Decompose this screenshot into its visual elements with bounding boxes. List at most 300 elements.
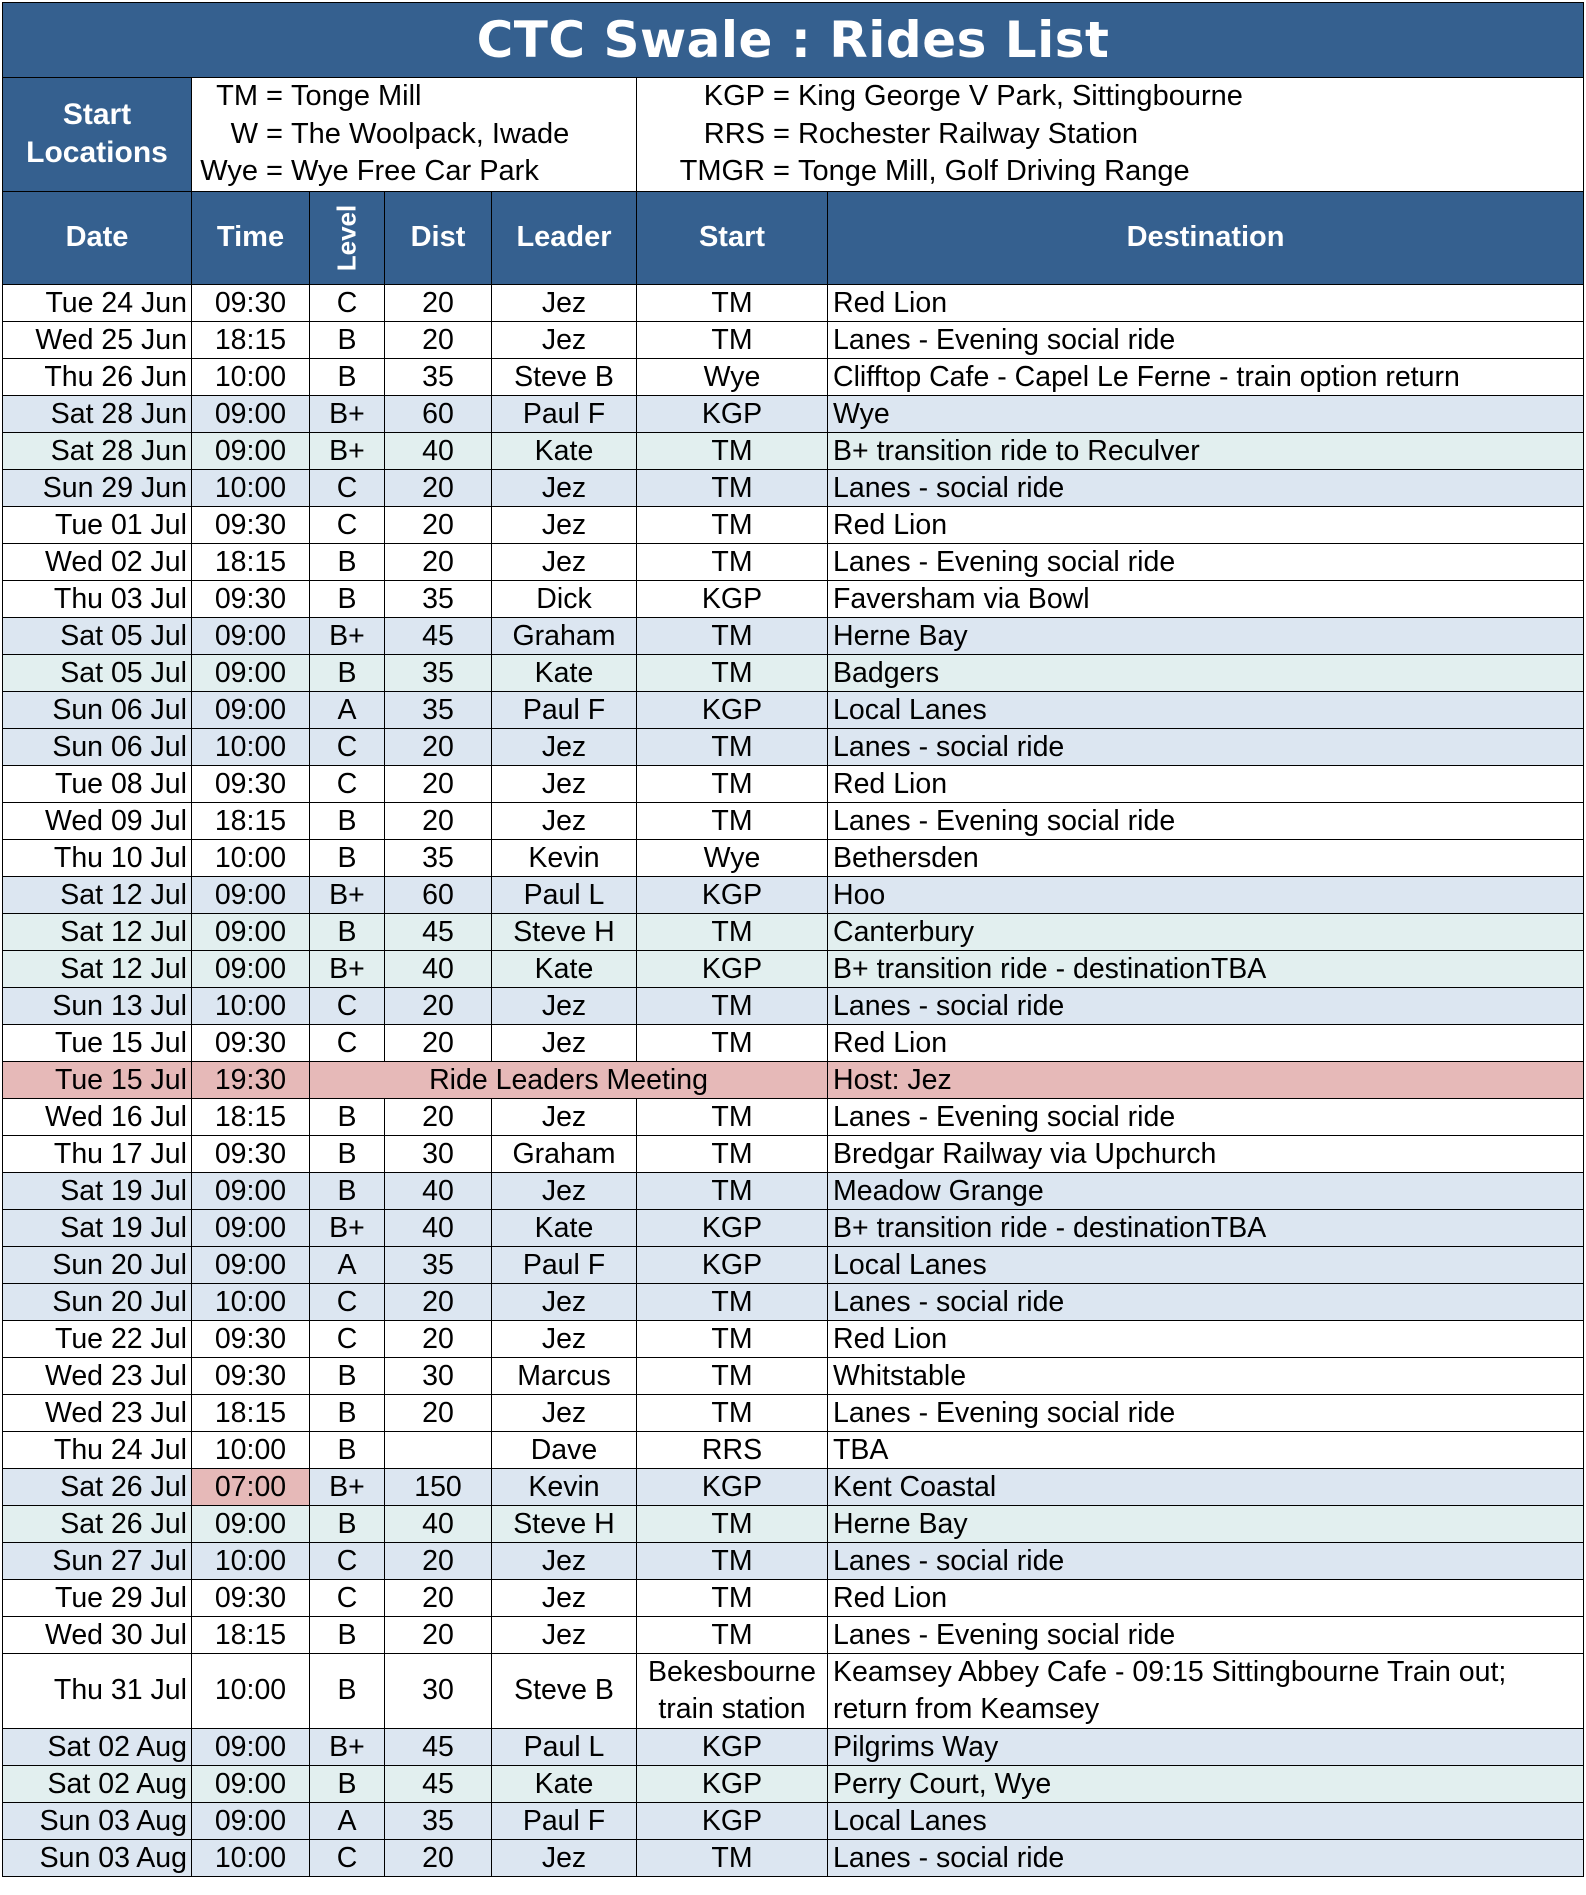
ride-time: 19:30 xyxy=(192,1061,310,1098)
ride-date: Sat 12 Jul xyxy=(3,876,192,913)
ride-leader: Jez xyxy=(492,1320,637,1357)
ride-time: 10:00 xyxy=(192,1839,310,1876)
ride-level: B+ xyxy=(310,432,385,469)
ride-leader: Jez xyxy=(492,543,637,580)
ride-time: 10:00 xyxy=(192,728,310,765)
ride-time: 10:00 xyxy=(192,1542,310,1579)
ride-destination: Hoo xyxy=(828,876,1584,913)
ride-row xyxy=(3,1394,1584,1431)
ride-row xyxy=(3,913,1584,950)
ride-time: 09:00 xyxy=(192,1246,310,1283)
ride-leader: Dick xyxy=(492,580,637,617)
ride-distance: 30 xyxy=(385,1135,492,1172)
start-location-name: Tonge Mill xyxy=(290,80,422,112)
ride-level: B xyxy=(310,1616,385,1653)
ride-destination: TBA xyxy=(828,1431,1584,1468)
ride-leader: Marcus xyxy=(492,1357,637,1394)
ride-distance: 20 xyxy=(385,321,492,358)
start-location-code: TM xyxy=(216,80,258,112)
ride-date: Sun 20 Jul xyxy=(3,1246,192,1283)
ride-leader: Jez xyxy=(492,1579,637,1616)
ride-leader: Steve H xyxy=(492,1505,637,1542)
ride-destination: Badgers xyxy=(828,654,1584,691)
ride-leader: Graham xyxy=(492,617,637,654)
ride-start: KGP xyxy=(637,1209,828,1246)
ride-date: Tue 29 Jul xyxy=(3,1579,192,1616)
col-header-start: Start xyxy=(637,191,828,284)
ride-level: B xyxy=(310,839,385,876)
ride-start: TM xyxy=(637,802,828,839)
ride-leader: Steve H xyxy=(492,913,637,950)
ride-leader: Jez xyxy=(492,1098,637,1135)
ride-distance: 20 xyxy=(385,1579,492,1616)
start-location-entry xyxy=(645,78,1583,116)
ride-level: B xyxy=(310,1135,385,1172)
ride-time: 09:00 xyxy=(192,1765,310,1802)
ride-time: 09:00 xyxy=(192,1209,310,1246)
ride-time: 09:30 xyxy=(192,580,310,617)
start-location-entry xyxy=(645,153,1583,191)
ride-distance: 20 xyxy=(385,1542,492,1579)
ride-row xyxy=(3,1172,1584,1209)
ride-date: Tue 15 Jul xyxy=(3,1061,192,1098)
ride-row xyxy=(3,358,1584,395)
ride-leader: Graham xyxy=(492,1135,637,1172)
ride-date: Sun 06 Jul xyxy=(3,691,192,728)
ride-date: Sat 19 Jul xyxy=(3,1209,192,1246)
ride-level: B xyxy=(310,1431,385,1468)
ride-start: KGP xyxy=(637,876,828,913)
ride-time: 10:00 xyxy=(192,469,310,506)
ride-level: B xyxy=(310,1505,385,1542)
ride-leader: Jez xyxy=(492,728,637,765)
ride-start: KGP xyxy=(637,1246,828,1283)
ride-date: Wed 23 Jul xyxy=(3,1357,192,1394)
ride-date: Sat 12 Jul xyxy=(3,950,192,987)
ride-time: 09:30 xyxy=(192,1357,310,1394)
ride-time: 09:00 xyxy=(192,654,310,691)
ride-destination: Lanes - social ride xyxy=(828,728,1584,765)
ride-date: Thu 26 Jun xyxy=(3,358,192,395)
ride-date: Sat 12 Jul xyxy=(3,913,192,950)
start-location-code: Wye xyxy=(200,155,258,187)
start-locations-right xyxy=(637,78,1584,192)
ride-start: TM xyxy=(637,1320,828,1357)
ride-date: Sun 13 Jul xyxy=(3,987,192,1024)
ride-date: Sat 02 Aug xyxy=(3,1728,192,1765)
ride-level: C xyxy=(310,1320,385,1357)
start-location-code: KGP xyxy=(703,80,765,112)
ride-leader: Kevin xyxy=(492,1468,637,1505)
ride-leader: Jez xyxy=(492,987,637,1024)
ride-distance: 20 xyxy=(385,1283,492,1320)
ride-destination: Bredgar Railway via Upchurch xyxy=(828,1135,1584,1172)
ride-destination: Red Lion xyxy=(828,506,1584,543)
ride-row xyxy=(3,543,1584,580)
start-location-entry xyxy=(200,153,636,191)
ride-row xyxy=(3,1542,1584,1579)
ride-leader: Jez xyxy=(492,802,637,839)
ride-distance: 35 xyxy=(385,358,492,395)
ride-distance: 35 xyxy=(385,1802,492,1839)
start-location-name: King George V Park, Sittingbourne xyxy=(797,80,1243,112)
ride-time: 09:30 xyxy=(192,765,310,802)
ride-distance: 60 xyxy=(385,395,492,432)
start-location-entry xyxy=(200,116,636,154)
equals-sign: = xyxy=(266,80,283,112)
ride-level: C xyxy=(310,987,385,1024)
ride-row xyxy=(3,950,1584,987)
ride-leader: Jez xyxy=(492,1839,637,1876)
ride-date: Wed 09 Jul xyxy=(3,802,192,839)
ride-row xyxy=(3,728,1584,765)
ride-leader: Kate xyxy=(492,654,637,691)
ride-date: Wed 30 Jul xyxy=(3,1616,192,1653)
ride-start: KGP xyxy=(637,691,828,728)
ride-distance: 35 xyxy=(385,580,492,617)
ride-start: TM xyxy=(637,469,828,506)
ride-row xyxy=(3,1024,1584,1061)
ride-level: C xyxy=(310,469,385,506)
equals-sign: = xyxy=(266,117,283,150)
ride-destination: Pilgrims Way xyxy=(828,1728,1584,1765)
ride-start: TM xyxy=(637,1542,828,1579)
ride-level: B xyxy=(310,321,385,358)
ride-time: 09:00 xyxy=(192,395,310,432)
ride-leader: Jez xyxy=(492,284,637,321)
ride-destination: Lanes - social ride xyxy=(828,987,1584,1024)
ride-leader: Jez xyxy=(492,469,637,506)
ride-distance: 20 xyxy=(385,728,492,765)
ride-level: B xyxy=(310,1394,385,1431)
ride-row xyxy=(3,691,1584,728)
ride-start: RRS xyxy=(637,1431,828,1468)
ride-distance: 20 xyxy=(385,1839,492,1876)
start-location-entry xyxy=(645,116,1583,154)
equals-sign: = xyxy=(773,117,790,150)
ride-date: Sun 06 Jul xyxy=(3,728,192,765)
equals-sign: = xyxy=(266,155,283,187)
ride-time: 09:00 xyxy=(192,1728,310,1765)
ride-level: C xyxy=(310,284,385,321)
ride-time: 18:15 xyxy=(192,1098,310,1135)
ride-leader: Jez xyxy=(492,1542,637,1579)
ride-level: B xyxy=(310,580,385,617)
ride-row xyxy=(3,1802,1584,1839)
ride-destination: Herne Bay xyxy=(828,617,1584,654)
ride-distance: 35 xyxy=(385,654,492,691)
ride-time: 18:15 xyxy=(192,1616,310,1653)
start-locations-row xyxy=(3,78,1584,192)
ride-destination: Local Lanes xyxy=(828,1246,1584,1283)
ride-distance: 45 xyxy=(385,913,492,950)
ride-date: Thu 31 Jul xyxy=(3,1653,192,1728)
ride-leader: Jez xyxy=(492,1172,637,1209)
ride-start: KGP xyxy=(637,1468,828,1505)
ride-level: B xyxy=(310,802,385,839)
ride-start: TM xyxy=(637,1357,828,1394)
ride-date: Sat 28 Jun xyxy=(3,432,192,469)
ride-start: TM xyxy=(637,1616,828,1653)
ride-distance: 40 xyxy=(385,1172,492,1209)
ride-destination: Lanes - social ride xyxy=(828,1839,1584,1876)
ride-distance: 40 xyxy=(385,1209,492,1246)
ride-row xyxy=(3,654,1584,691)
ride-destination: Lanes - social ride xyxy=(828,1283,1584,1320)
ride-destination: Lanes - Evening social ride xyxy=(828,543,1584,580)
ride-row xyxy=(3,1765,1584,1802)
ride-start: Wye xyxy=(637,839,828,876)
ride-leader: Kate xyxy=(492,1209,637,1246)
ride-distance: 40 xyxy=(385,950,492,987)
ride-distance: 35 xyxy=(385,1246,492,1283)
start-locations-left xyxy=(192,78,637,192)
ride-destination: Wye xyxy=(828,395,1584,432)
ride-start: TM xyxy=(637,1579,828,1616)
ride-time: 09:00 xyxy=(192,1505,310,1542)
ride-level: C xyxy=(310,728,385,765)
ride-start: TM xyxy=(637,765,828,802)
ride-date: Sat 19 Jul xyxy=(3,1172,192,1209)
ride-time: 09:00 xyxy=(192,876,310,913)
ride-row xyxy=(3,1728,1584,1765)
ride-level: B+ xyxy=(310,1209,385,1246)
ride-distance xyxy=(385,1431,492,1468)
ride-time: 07:00 xyxy=(192,1468,310,1505)
ride-time: 10:00 xyxy=(192,839,310,876)
ride-leader: Paul F xyxy=(492,1802,637,1839)
ride-destination: Lanes - social ride xyxy=(828,469,1584,506)
ride-level: A xyxy=(310,1246,385,1283)
ride-distance: 150 xyxy=(385,1468,492,1505)
start-location-entry xyxy=(200,78,636,116)
ride-time: 10:00 xyxy=(192,1431,310,1468)
ride-distance: 20 xyxy=(385,1098,492,1135)
ride-start: TM xyxy=(637,654,828,691)
ride-level: B xyxy=(310,1172,385,1209)
ride-date: Tue 24 Jun xyxy=(3,284,192,321)
ride-row xyxy=(3,580,1584,617)
ride-start: TM xyxy=(637,1839,828,1876)
ride-level: B+ xyxy=(310,617,385,654)
ride-distance: 45 xyxy=(385,1728,492,1765)
ride-leader: Paul L xyxy=(492,1728,637,1765)
ride-start: TM xyxy=(637,1394,828,1431)
ride-destination: Lanes - social ride xyxy=(828,1542,1584,1579)
ride-start: TM xyxy=(637,913,828,950)
ride-level: B xyxy=(310,1765,385,1802)
ride-start: TM xyxy=(637,284,828,321)
ride-start: KGP xyxy=(637,1802,828,1839)
ride-row xyxy=(3,1135,1584,1172)
ride-distance: 45 xyxy=(385,1765,492,1802)
start-location-name: Wye Free Car Park xyxy=(290,155,539,187)
ride-row xyxy=(3,1579,1584,1616)
ride-level: C xyxy=(310,1579,385,1616)
ride-destination: Lanes - Evening social ride xyxy=(828,321,1584,358)
ride-time: 09:30 xyxy=(192,284,310,321)
ride-start: TM xyxy=(637,506,828,543)
ride-distance: 20 xyxy=(385,469,492,506)
ride-start: KGP xyxy=(637,950,828,987)
ride-leader: Kate xyxy=(492,1765,637,1802)
ride-level: C xyxy=(310,1024,385,1061)
ride-level: B+ xyxy=(310,395,385,432)
ride-row xyxy=(3,1283,1584,1320)
ride-row xyxy=(3,1653,1584,1728)
ride-time: 18:15 xyxy=(192,802,310,839)
ride-distance: 45 xyxy=(385,617,492,654)
ride-row xyxy=(3,321,1584,358)
rides-sheet xyxy=(2,2,1583,1877)
ride-start: TM xyxy=(637,543,828,580)
ride-level: A xyxy=(310,1802,385,1839)
ride-destination: Red Lion xyxy=(828,765,1584,802)
ride-time: 18:15 xyxy=(192,543,310,580)
ride-start: TM xyxy=(637,1172,828,1209)
ride-level: C xyxy=(310,765,385,802)
ride-start: TM xyxy=(637,1505,828,1542)
ride-row xyxy=(3,1839,1584,1876)
ride-distance: 20 xyxy=(385,1394,492,1431)
ride-start: TM xyxy=(637,432,828,469)
ride-distance: 20 xyxy=(385,1024,492,1061)
ride-destination: Red Lion xyxy=(828,1024,1584,1061)
ride-date: Sun 03 Aug xyxy=(3,1802,192,1839)
col-header-date: Date xyxy=(3,191,192,284)
ride-date: Thu 17 Jul xyxy=(3,1135,192,1172)
ride-time: 09:30 xyxy=(192,506,310,543)
ride-level: B+ xyxy=(310,1728,385,1765)
ride-row xyxy=(3,765,1584,802)
ride-distance: 20 xyxy=(385,802,492,839)
ride-distance: 20 xyxy=(385,506,492,543)
ride-time: 09:00 xyxy=(192,432,310,469)
rides-table xyxy=(2,2,1584,1877)
ride-row xyxy=(3,1246,1584,1283)
ride-start: Bekesbourne train station xyxy=(637,1653,828,1728)
ride-row xyxy=(3,987,1584,1024)
ride-level: B xyxy=(310,1357,385,1394)
ride-row xyxy=(3,395,1584,432)
ride-row xyxy=(3,1357,1584,1394)
ride-destination: Kent Coastal xyxy=(828,1468,1584,1505)
ride-leader: Jez xyxy=(492,1616,637,1653)
ride-distance: 30 xyxy=(385,1653,492,1728)
ride-start: TM xyxy=(637,1135,828,1172)
ride-leader: Paul F xyxy=(492,1246,637,1283)
ride-row xyxy=(3,1098,1584,1135)
start-location-code: TMGR xyxy=(679,155,765,187)
start-location-name: Tonge Mill, Golf Driving Range xyxy=(797,155,1190,187)
ride-time: 09:30 xyxy=(192,1320,310,1357)
ride-date: Tue 08 Jul xyxy=(3,765,192,802)
ride-time: 09:00 xyxy=(192,913,310,950)
ride-row xyxy=(3,1616,1584,1653)
equals-sign: = xyxy=(773,80,790,112)
ride-date: Thu 24 Jul xyxy=(3,1431,192,1468)
meeting-label: Ride Leaders Meeting xyxy=(310,1061,828,1098)
ride-destination: Perry Court, Wye xyxy=(828,1765,1584,1802)
ride-distance: 20 xyxy=(385,1616,492,1653)
ride-row xyxy=(3,802,1584,839)
ride-date: Sat 28 Jun xyxy=(3,395,192,432)
ride-leader: Steve B xyxy=(492,358,637,395)
ride-level: C xyxy=(310,1283,385,1320)
ride-level: C xyxy=(310,1542,385,1579)
ride-distance: 40 xyxy=(385,432,492,469)
ride-leader: Jez xyxy=(492,765,637,802)
ride-level: B+ xyxy=(310,950,385,987)
ride-distance: 20 xyxy=(385,765,492,802)
col-header-level-label: Level xyxy=(331,204,362,271)
ride-row xyxy=(3,617,1584,654)
ride-time: 10:00 xyxy=(192,358,310,395)
ride-destination: Lanes - Evening social ride xyxy=(828,802,1584,839)
ride-start: KGP xyxy=(637,395,828,432)
ride-row xyxy=(3,506,1584,543)
ride-destination: Red Lion xyxy=(828,1579,1584,1616)
ride-destination: B+ transition ride to Reculver xyxy=(828,432,1584,469)
ride-time: 09:30 xyxy=(192,1135,310,1172)
ride-row xyxy=(3,1468,1584,1505)
ride-destination: Clifftop Cafe - Capel Le Ferne - train option return xyxy=(828,358,1584,395)
ride-row xyxy=(3,284,1584,321)
ride-leader: Jez xyxy=(492,1394,637,1431)
ride-distance: 20 xyxy=(385,1320,492,1357)
ride-time: 09:30 xyxy=(192,1579,310,1616)
ride-time: 10:00 xyxy=(192,987,310,1024)
ride-start: TM xyxy=(637,1098,828,1135)
ride-date: Sun 29 Jun xyxy=(3,469,192,506)
ride-destination: B+ transition ride - destinationTBA xyxy=(828,950,1584,987)
ride-destination: B+ transition ride - destinationTBA xyxy=(828,1209,1584,1246)
ride-level: B xyxy=(310,654,385,691)
ride-distance: 20 xyxy=(385,284,492,321)
ride-leader: Kate xyxy=(492,950,637,987)
ride-leader: Paul F xyxy=(492,395,637,432)
ride-date: Wed 16 Jul xyxy=(3,1098,192,1135)
ride-level: C xyxy=(310,506,385,543)
ride-level: B xyxy=(310,358,385,395)
start-location-code: W xyxy=(230,117,258,150)
ride-date: Sat 05 Jul xyxy=(3,617,192,654)
ride-start: TM xyxy=(637,1283,828,1320)
ride-date: Sun 27 Jul xyxy=(3,1542,192,1579)
ride-level: B xyxy=(310,913,385,950)
ride-leader: Jez xyxy=(492,1024,637,1061)
ride-date: Tue 15 Jul xyxy=(3,1024,192,1061)
ride-distance: 30 xyxy=(385,1357,492,1394)
ride-row xyxy=(3,432,1584,469)
ride-destination: Red Lion xyxy=(828,1320,1584,1357)
ride-row xyxy=(3,839,1584,876)
ride-time: 09:00 xyxy=(192,617,310,654)
ride-start: Wye xyxy=(637,358,828,395)
ride-level: C xyxy=(310,1839,385,1876)
ride-destination: Herne Bay xyxy=(828,1505,1584,1542)
ride-leader: Kevin xyxy=(492,839,637,876)
ride-level: B xyxy=(310,1098,385,1135)
ride-date: Tue 22 Jul xyxy=(3,1320,192,1357)
equals-sign: = xyxy=(773,155,790,187)
ride-date: Sun 03 Aug xyxy=(3,1839,192,1876)
ride-time: 10:00 xyxy=(192,1653,310,1728)
ride-distance: 35 xyxy=(385,839,492,876)
ride-time: 09:30 xyxy=(192,1024,310,1061)
ride-leader: Jez xyxy=(492,506,637,543)
ride-destination: Local Lanes xyxy=(828,691,1584,728)
